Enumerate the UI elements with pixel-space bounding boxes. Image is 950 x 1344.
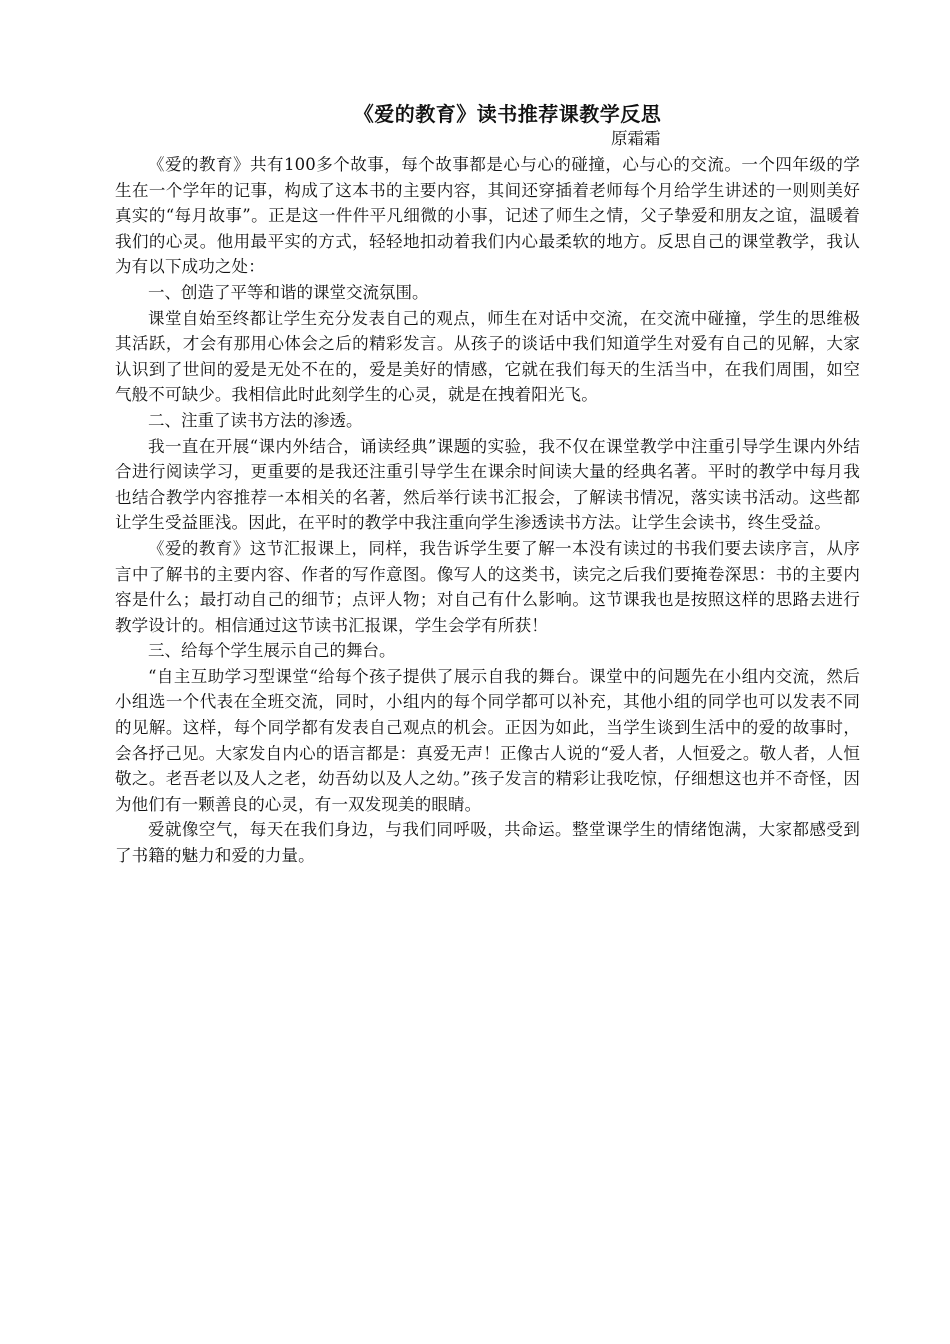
- section-1-paragraph: 课堂自始至终都让学生充分发表自己的观点，师生在对话中交流，在交流中碰撞，学生的思维极其活跃，才会有那用心体会之后的精彩发言。从孩子的谈话中我们知道学生对爱有自己的见解，大家认识到了世间的爱是无处不在的，爱是美好的情感，它就在我们每天的生活当中，在我们周围，如空气般不可缺少。我相信此时此刻学生的心灵，就是在拽着阳光飞。: [115, 308, 860, 405]
- document-title: 《爱的教育》读书推荐课教学反思: [353, 102, 662, 126]
- closing-paragraph: 爱就像空气，每天在我们身边，与我们同呼吸，共命运。整堂课学生的情绪饱满，大家都感受到了书籍的魅力和爱的力量。: [115, 820, 860, 866]
- document-page: [115, 100, 860, 869]
- section-3-heading: 三、给每个学生展示自己的舞台。: [148, 641, 396, 661]
- section-3-paragraph: “自主互助学习型课堂“给每个孩子提供了展示自我的舞台。课堂中的问题先在小组内交流，然后小组选一个代表在全班交流，同时，小组内的每个同学都可以补充，其他小组的同学也可以发表不同的见解。这样，每个同学都有发表自己观点的机会。正因为如此，当学生谈到生活中的爱的故事时，会各抒己见。大家发自内心的语言都是：真爱无声！正像古人说的“爱人者，人恒爱之。敬人者，人恒敬之。老吾老以及人之老，幼吾幼以及人之幼。”孩子发言的精彩让我吃惊，仔细想这也并不奇怪，因为他们有一颗善良的心灵，有一双发现美的眼睛。: [115, 666, 860, 814]
- section-2-heading: 二、注重了读书方法的渗透。: [148, 410, 363, 430]
- section-2-paragraph-1: 我一直在开展“课内外结合，诵读经典”课题的实验，我不仅在课堂教学中注重引导学生课内外结合进行阅读学习，更重要的是我还注重引导学生在课余时间读大量的经典名著。平时的教学中每月我也结合教学内容推荐一本相关的名著，然后举行读书汇报会，了解读书情况，落实读书活动。这些都让学生受益匪浅。因此，在平时的教学中我注重向学生渗透读书方法。让学生会读书，终生受益。: [115, 436, 860, 533]
- document-author: 原霜霜: [611, 129, 661, 148]
- section-1-heading: 一、创造了平等和谐的课堂交流氛围。: [148, 282, 429, 302]
- intro-paragraph: 《爱的教育》共有100多个故事，每个故事都是心与心的碰撞，心与心的交流。一个四年级的学生在一个学年的记事，构成了这本书的主要内容，其间还穿插着老师每个月给学生讲述的一则则美好真实的“每月故事”。正是这一件件平凡细微的小事，记述了师生之情，父子挚爱和朋友之谊，温暖着我们的心灵。他用最平实的方式，轻轻地扣动着我们内心最柔软的地方。反思自己的课堂教学，我认为有以下成功之处：: [115, 155, 860, 277]
- section-2-paragraph-2: 《爱的教育》这节汇报课上，同样，我告诉学生要了解一本没有读过的书我们要去读序言，从序言中了解书的主要内容、作者的写作意图。像写人的这类书，读完之后我们要掩卷深思：书的主要内容是什么；最打动自己的细节；点评人物；对自己有什么影响。这节课我也是按照这样的思路去进行教学设计的。相信通过这节读书汇报课，学生会学有所获！: [115, 538, 860, 635]
